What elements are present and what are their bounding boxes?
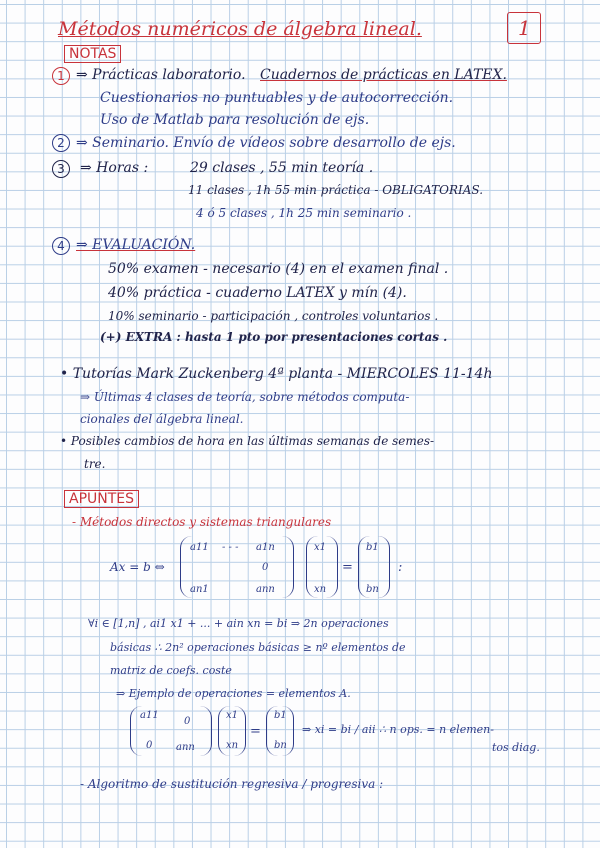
item-4-marker: [52, 237, 70, 255]
item-3-label: ⇒ Horas :: [80, 160, 149, 176]
diag-x1: x1: [226, 710, 239, 721]
item-3-marker: [52, 160, 70, 178]
eval-line-3: 10% seminario - participación , controles voluntarios .: [108, 309, 439, 323]
diag-xn: xn: [226, 740, 239, 751]
notas-heading: NOTAS: [64, 45, 121, 63]
vector-bn: bn: [366, 584, 379, 595]
vector-b1: b1: [366, 542, 379, 553]
page-title: Métodos numéricos de álgebra lineal.: [58, 18, 422, 40]
item-3-line-2: 11 clases , 1h 55 min práctica - OBLIGATORIAS.: [188, 183, 484, 197]
matrix-ann: ann: [256, 584, 275, 595]
forall-line: ∀i ∈ [1,n] , ai1 x1 + ... + ain xn = bi ⇒ 2n operaciones: [88, 617, 389, 630]
axb-label: Ax = b ⇔: [110, 560, 165, 574]
apuntes-heading: APUNTES: [64, 490, 139, 508]
item-3-number: 3: [52, 160, 70, 178]
diag-b1: b1: [274, 710, 287, 721]
equals-sign: =: [342, 560, 353, 575]
tutorias-sub-2: cionales del álgebra lineal.: [80, 412, 244, 426]
matrix-dots: - - -: [222, 542, 239, 553]
item-1-marker: [52, 67, 70, 85]
matrix-a11: a11: [190, 542, 209, 553]
diag-bn: bn: [274, 740, 287, 751]
item-4-label: ⇒ EVALUACIÓN.: [76, 237, 196, 253]
diag-ann: ann: [176, 742, 195, 753]
diag-a11: a11: [140, 710, 159, 721]
basic-line: básicas ∴ 2n² operaciones básicas ≥ nº elementos de: [110, 641, 406, 654]
item-3-line-1: 29 clases , 55 min teoría .: [190, 160, 374, 176]
item-1-number: 1: [52, 67, 70, 85]
item-2-text: ⇒ Seminario. Envío de vídeos sobre desarrollo de ejs.: [76, 135, 456, 151]
eval-line-4: (+) EXTRA : hasta 1 pto por presentaciones cortas .: [100, 330, 448, 344]
diag-result: ⇒ xi = bi / aii ∴ n ops. = n elemen-: [302, 723, 494, 736]
item-2-marker: [52, 134, 70, 152]
item-1-lead-2: Cuadernos de prácticas en LATEX.: [260, 67, 507, 83]
diag-zero: 0: [184, 716, 191, 727]
algorithm-line: - Algoritmo de sustitución regresiva / progresiva :: [80, 777, 384, 791]
matrix-an1: an1: [190, 584, 209, 595]
cambios-bullet: • Posibles cambios de hora en las últimas semanas de semes-: [60, 434, 435, 448]
item-1-lead: ⇒ Prácticas laboratorio.: [76, 67, 246, 83]
coste-line: matriz de coefs. coste: [110, 664, 232, 677]
vector-x1: x1: [314, 542, 327, 553]
item-2-number: 2: [52, 134, 70, 152]
tutorias-sub: ⇒ Últimas 4 clases de teoría, sobre métodos computa-: [80, 390, 410, 404]
item-1-sub-1: Cuestionarios no puntuables y de autocorrección.: [100, 90, 454, 106]
item-1-sub-2: Uso de Matlab para resolución de ejs.: [100, 112, 370, 128]
item-3-line-3: 4 ó 5 clases , 1h 25 min seminario .: [196, 206, 412, 220]
cambios-bullet-cont: tre.: [84, 457, 106, 471]
eval-line-1: 50% examen - necesario (4) en el examen final .: [108, 261, 449, 277]
diag-equals: =: [250, 724, 261, 739]
item-4-number: 4: [52, 237, 70, 255]
eval-line-2: 40% práctica - cuaderno LATEX y mín (4).: [108, 285, 407, 301]
matrix-zero: 0: [262, 562, 269, 573]
tutorias-bullet: • Tutorías Mark Zuckenberg 4ª planta - MIERCOLES 11-14h: [60, 366, 493, 382]
example-line: ⇒ Ejemplo de operaciones = elementos A.: [116, 687, 351, 700]
vector-xn: xn: [314, 584, 327, 595]
colon-sign: :: [398, 560, 403, 575]
diag-zero-2: 0: [146, 740, 153, 751]
page-number: 1: [518, 16, 531, 40]
diag-result-2: tos diag.: [492, 741, 540, 754]
apuntes-topic: - Métodos directos y sistemas triangulares: [72, 515, 332, 529]
matrix-a1n: a1n: [256, 542, 275, 553]
